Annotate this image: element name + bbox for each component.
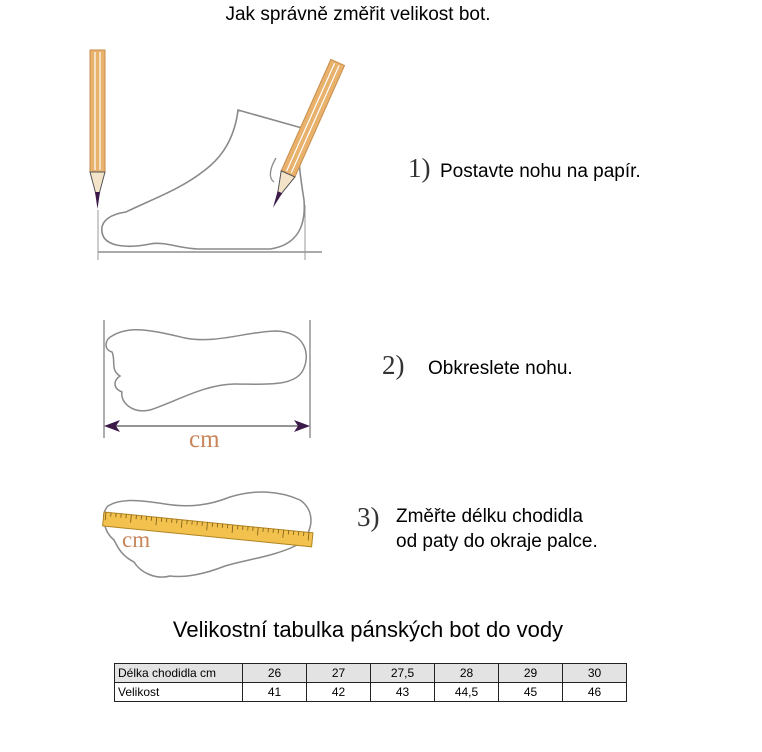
page-title: Jak správně změřit velikost bot. — [225, 4, 491, 25]
table-cell: 27 — [307, 664, 371, 683]
table-cell: 43 — [371, 683, 435, 702]
foot-outline-trace — [106, 330, 306, 411]
step-3-text-line-2: od paty do okraje palce. — [396, 531, 598, 552]
foot-outline-drawing — [104, 320, 310, 438]
size-table-title: Velikostní tabulka pánských bot do vody — [172, 617, 564, 642]
table-cell: 45 — [499, 683, 563, 702]
table-cell: 29 — [499, 664, 563, 683]
pencil-left — [90, 50, 105, 209]
pencil-right — [266, 59, 344, 210]
unit-label-cm-step3: cm — [122, 527, 151, 552]
table-row-size — [115, 683, 627, 702]
size-table — [114, 663, 627, 702]
table-cell: 42 — [307, 683, 371, 702]
row-label: Velikost — [115, 683, 243, 702]
foot-on-paper-drawing — [90, 50, 345, 260]
step-2-number: 2) — [382, 350, 405, 380]
step-2-text: Obkreslete nohu. — [428, 358, 573, 379]
table-cell: 26 — [243, 664, 307, 683]
step-3-number: 3) — [357, 502, 380, 532]
unit-label-cm-step2: cm — [189, 426, 220, 453]
step-3-text-line-1: Změřte délku chodidla — [396, 506, 583, 527]
table-cell: 30 — [563, 664, 627, 683]
table-cell: 41 — [243, 683, 307, 702]
table-cell: 44,5 — [435, 683, 499, 702]
table-cell: 28 — [435, 664, 499, 683]
table-cell: 27,5 — [371, 664, 435, 683]
foot-side-outline — [102, 110, 305, 249]
step-1-text: Postavte nohu na papír. — [440, 161, 641, 182]
row-label: Délka chodidla cm — [115, 664, 243, 683]
step-1-number: 1) — [408, 153, 431, 183]
table-row-foot-length — [115, 664, 627, 683]
table-cell: 46 — [563, 683, 627, 702]
